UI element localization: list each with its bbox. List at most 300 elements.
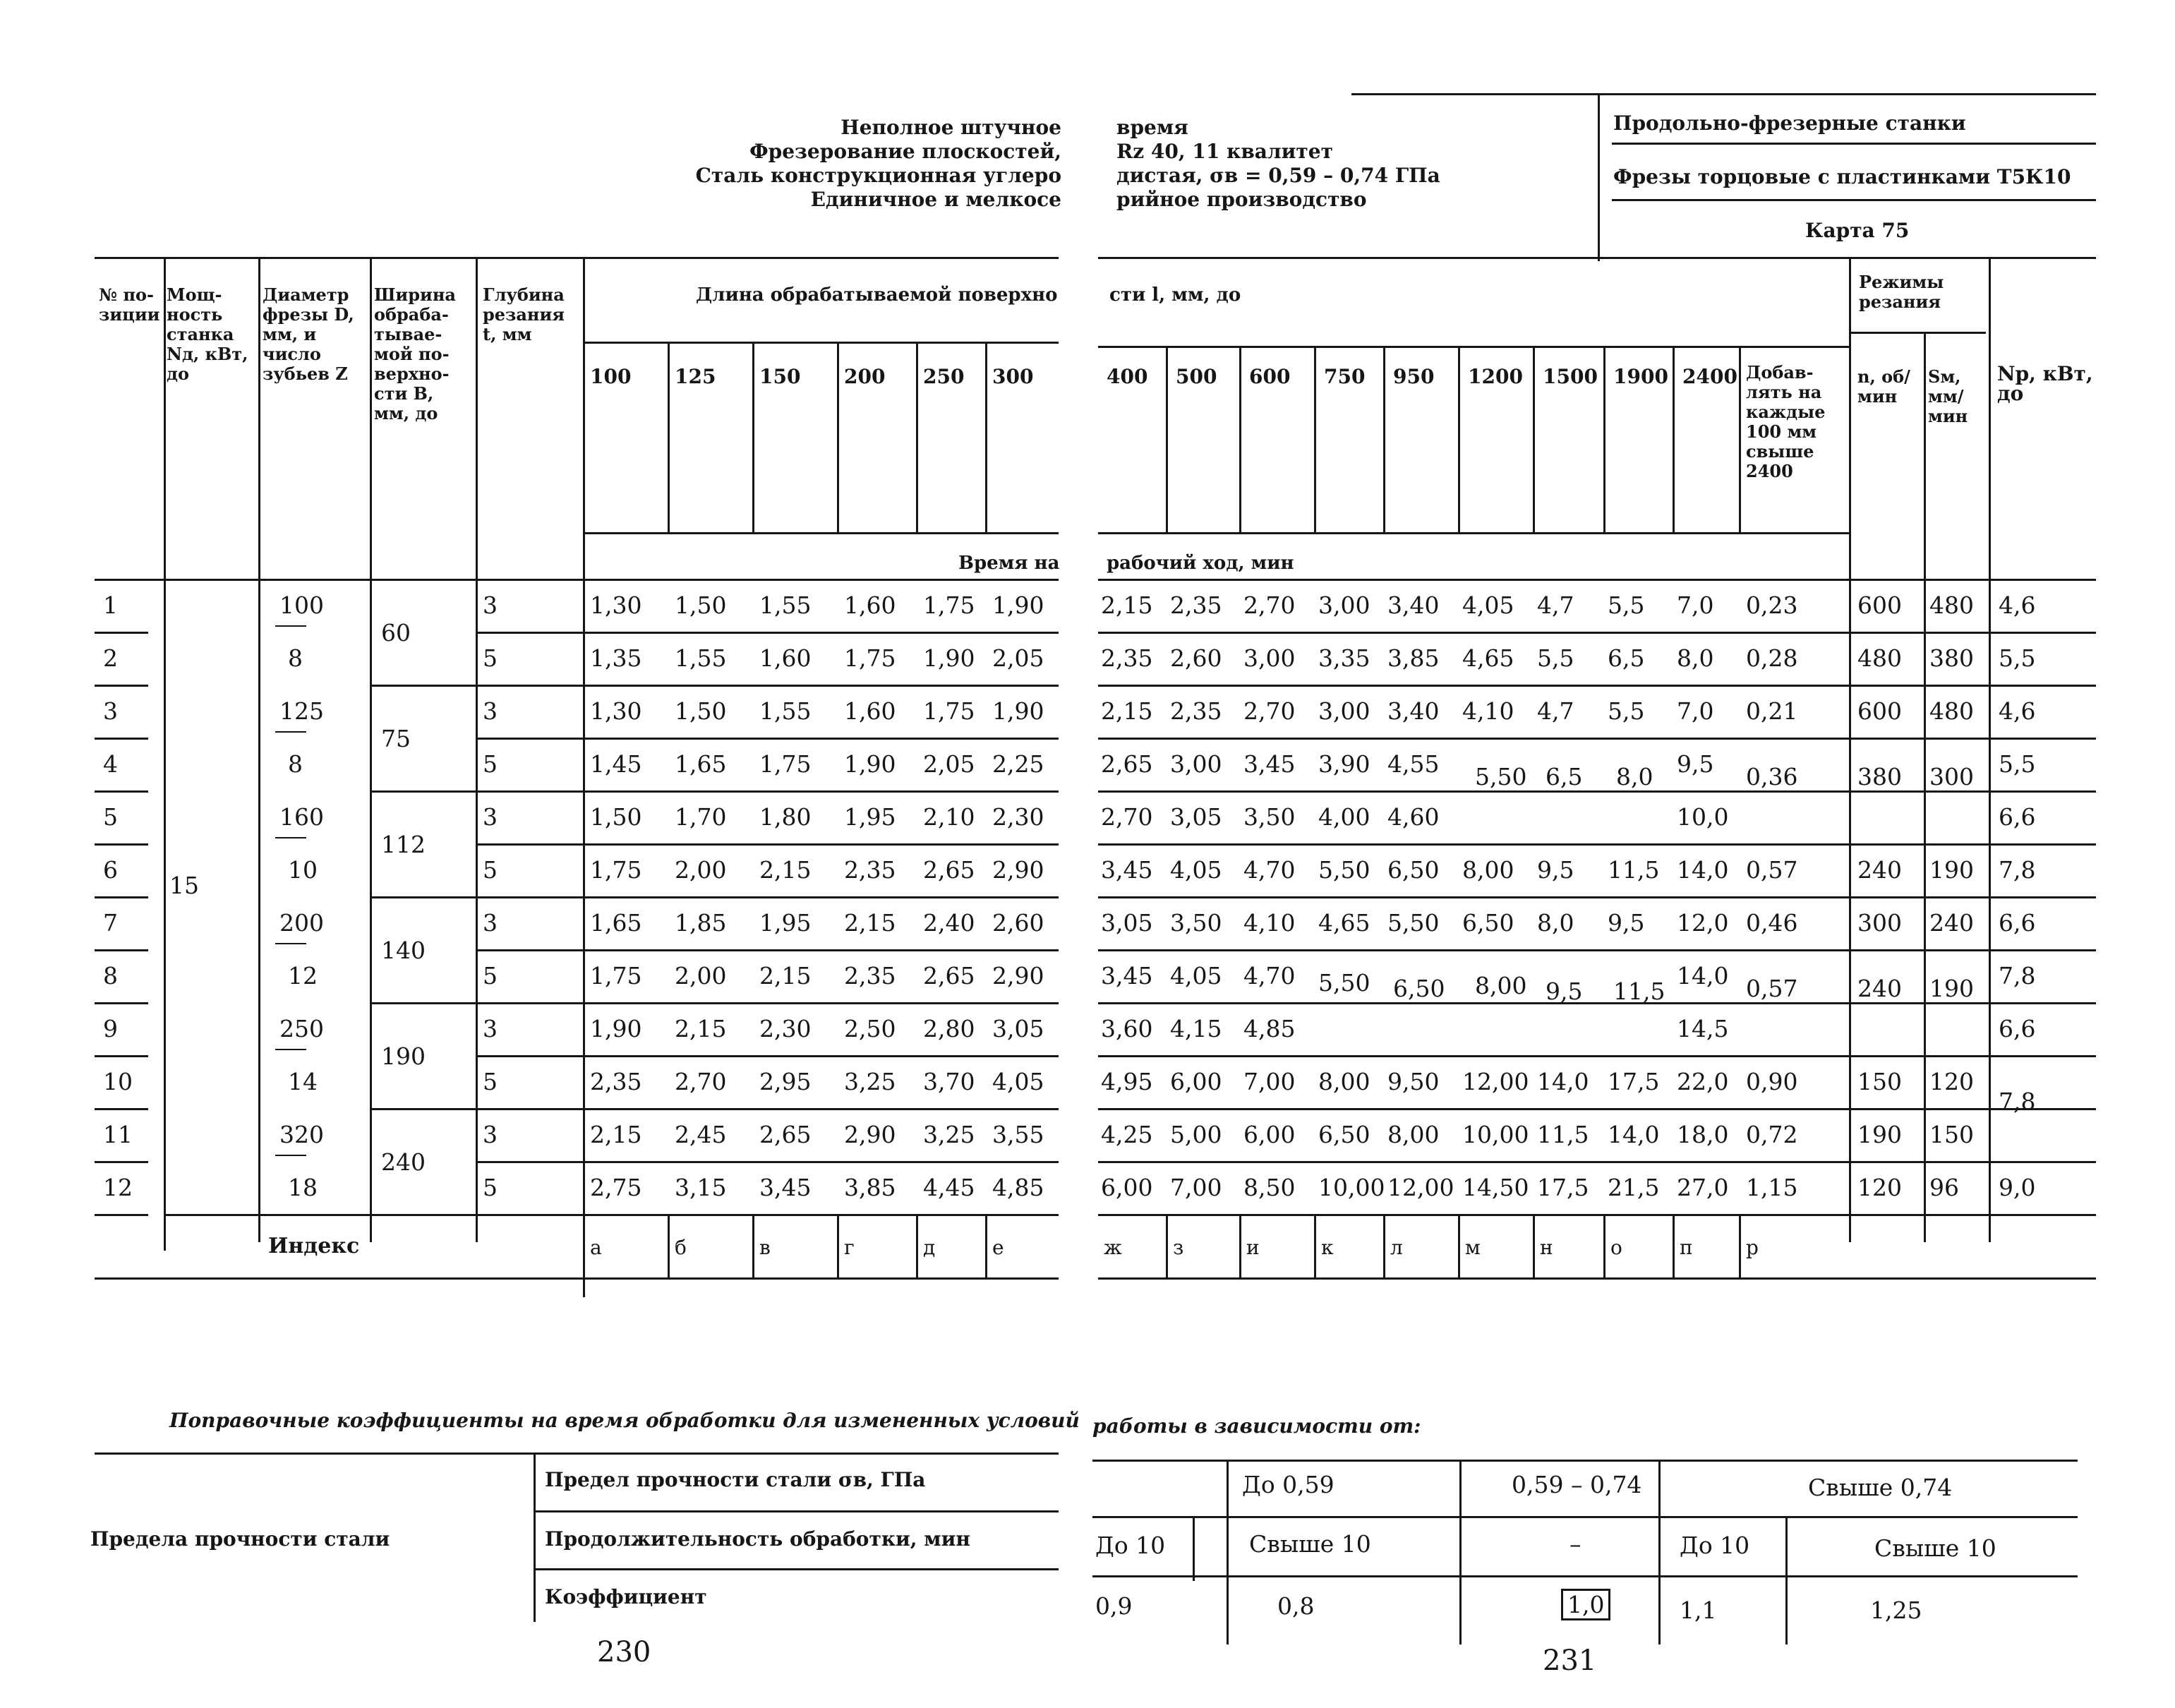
row-divider [1098,1055,2096,1057]
depth-value: 3 [483,1015,498,1042]
power-value: 7,8 [1999,856,2036,884]
machine-type: Продольно-фрезерные станки [1613,112,1966,135]
row-divider [95,949,148,951]
divider [1239,346,1241,532]
rpm-value: 300 [1857,909,1902,937]
divider [95,579,1059,581]
time-value: 3,25 [923,1121,975,1148]
row-divider [476,1055,1059,1057]
feed-value: 480 [1929,591,1974,619]
divider [164,257,166,1251]
time-value: 3,00 [1318,697,1370,725]
time-value: 2,10 [923,803,975,831]
divider [1098,579,2096,581]
time-value: 5,5 [1537,644,1574,672]
time-value: 4,05 [1462,591,1514,619]
index-letter: м [1465,1236,1481,1259]
page-number-right: 231 [1543,1644,1597,1677]
time-value: 4,95 [1101,1068,1153,1095]
position-number: 6 [103,856,118,884]
header-depth: Глубина резания t, мм [483,284,565,344]
time-value: 1,90 [844,750,896,778]
time-value: 4,45 [923,1174,975,1201]
time-value: 7,0 [1677,591,1714,619]
add-value: 0,57 [1746,856,1798,884]
position-number: 7 [103,909,118,937]
depth-value: 5 [483,750,498,778]
time-value: 1,55 [675,644,727,672]
time-value: 2,00 [675,856,727,884]
cutter-diameter: 100 [279,591,324,619]
row-divider [95,738,148,740]
row-divider [95,1055,148,1057]
header-sm: Sм, мм/ мин [1928,366,1968,426]
time-value: 2,70 [1243,591,1296,619]
time-value: 3,90 [1318,750,1370,778]
merged-add: 0,57 [1746,974,1798,1002]
time-value: 5,5 [1608,697,1645,725]
add-value: 0,21 [1746,697,1798,725]
coef-1: 0,9 [1095,1592,1133,1620]
divider [1739,1214,1741,1277]
cutter-diameter: 125 [279,697,324,725]
duration-2: Свыше 10 [1249,1530,1371,1558]
divider [1603,346,1605,532]
power-value: 4,6 [1999,697,2036,725]
time-value: 21,5 [1608,1174,1660,1201]
time-value: 14,5 [1677,1015,1729,1042]
time-value: 9,5 [1677,750,1714,778]
length-col-header: 950 [1393,365,1435,388]
time-value: 4,05 [1170,856,1222,884]
row-divider [95,790,148,793]
depth-value: 3 [483,1121,498,1148]
row-divider [1098,685,2096,687]
time-value: 4,85 [1243,1015,1296,1042]
time-value: 1,55 [759,591,812,619]
divider [534,1453,536,1622]
row-divider [95,632,148,634]
row-divider [476,738,1059,740]
duration-5: Свыше 10 [1874,1534,1996,1562]
row-divider [370,896,476,898]
divider [1458,346,1460,532]
coef-5: 1,25 [1870,1596,1922,1624]
time-value: 8,0 [1537,909,1574,937]
header-add: Добав-лять на каждые 100 мм свыше 2400 [1746,362,1826,481]
time-value: 3,05 [1170,803,1222,831]
time-value: 2,25 [992,750,1044,778]
time-value: 2,30 [992,803,1044,831]
time-value: 2,05 [992,644,1044,672]
time-value: 4,65 [1318,909,1370,937]
time-value: 18,0 [1677,1121,1729,1148]
row-divider [476,632,1059,634]
time-value: 5,5 [1608,591,1645,619]
depth-value: 5 [483,962,498,990]
row-divider [95,843,148,846]
time-value: 4,60 [1387,803,1440,831]
divider [95,1453,1059,1455]
merged-time: 6,50 [1393,974,1445,1002]
coef-3-wrap [1561,1592,1610,1618]
time-value: 2,05 [923,750,975,778]
row-divider [476,1214,1059,1216]
page-number-left: 230 [597,1636,651,1668]
divider [95,1277,1059,1280]
time-value: 9,5 [1608,909,1645,937]
merged-feed: 300 [1929,762,1974,790]
divider [1227,1460,1229,1644]
row-divider [476,1108,1059,1110]
tooth-count: 8 [288,644,303,672]
header-line: Rz 40, 11 квалитет [1116,140,1333,163]
tooth-count: 12 [288,962,318,990]
row-divider [1098,790,2096,793]
header-line: Фрезерование плоскостей, [749,140,1061,163]
add-value: 0,28 [1746,644,1798,672]
cutter-diameter: 160 [279,803,324,831]
time-value: 8,50 [1243,1174,1296,1201]
header-line: время [1116,116,1188,139]
merged-time: 11,5 [1613,977,1665,1005]
divider [1239,1214,1241,1277]
time-value: 2,65 [1101,750,1153,778]
divider [668,1214,670,1277]
merged-time: 5,50 [1475,762,1527,790]
divider [1092,1460,2078,1462]
time-value: 1,30 [590,697,642,725]
time-value: 3,00 [1318,591,1370,619]
time-value: 8,00 [1318,1068,1370,1095]
divider [752,342,754,532]
cutter-type: Фрезы торцовые с пластинками Т5К10 [1613,165,2071,188]
row-divider [1098,896,2096,898]
header-line: дистая, σв = 0,59 – 0,74 ГПа [1116,164,1440,187]
row-divider [1098,738,2096,740]
time-value: 1,90 [992,697,1044,725]
feed-value: 150 [1929,1121,1974,1148]
time-value: 1,75 [590,856,642,884]
surface-width: 190 [381,1042,426,1070]
index-letter: г [844,1236,855,1259]
power-value: 6,6 [1999,803,2036,831]
correction-row-label: Предела прочности стали [90,1527,390,1551]
time-value: 1,50 [590,803,642,831]
depth-value: 3 [483,909,498,937]
divider [258,257,260,1242]
time-value: 1,90 [992,591,1044,619]
index-letter: н [1540,1236,1553,1259]
time-value: 3,50 [1170,909,1222,937]
length-col-header: 400 [1107,365,1148,388]
time-value: 3,35 [1318,644,1370,672]
divider [1383,346,1385,532]
divider [1092,1516,2078,1518]
index-letter: з [1173,1236,1184,1259]
time-value: 2,90 [992,856,1044,884]
surface-width: 112 [381,831,426,858]
time-value: 2,35 [1170,591,1222,619]
time-value: 4,10 [1462,697,1514,725]
index-letter: е [992,1236,1004,1259]
time-value: 2,35 [590,1068,642,1095]
time-value: 17,5 [1537,1174,1589,1201]
length-col-header: 100 [590,365,632,388]
header-modes: Режимы резания [1859,272,1944,312]
time-value: 3,40 [1387,697,1440,725]
corrections-title-left: Поправочные коэффициенты на время обработки для измененных условий [169,1409,1080,1432]
row-divider [1098,1214,2096,1216]
feed-value: 190 [1929,856,1974,884]
time-value: 10,0 [1677,803,1729,831]
time-value: 4,70 [1243,856,1296,884]
time-value: 2,45 [675,1121,727,1148]
feed-value: 480 [1929,697,1974,725]
coef-4: 1,1 [1680,1596,1717,1624]
depth-value: 5 [483,1174,498,1201]
position-number: 12 [103,1174,133,1201]
add-value: 0,46 [1746,909,1798,937]
time-value: 11,5 [1608,856,1660,884]
row-divider [1098,1161,2096,1163]
feed-value: 120 [1929,1068,1974,1095]
label-strength: Предел прочности стали σв, ГПа [545,1468,926,1491]
time-value: 4,25 [1101,1121,1153,1148]
merged-power: 7,8 [1999,1087,2036,1115]
time-value: 1,60 [844,591,896,619]
power-value: 7,8 [1999,962,2036,990]
row-divider [476,1002,1059,1004]
position-number: 11 [103,1121,133,1148]
feed-value: 96 [1929,1174,1959,1201]
divider [1533,1214,1535,1277]
time-value: 14,0 [1537,1068,1589,1095]
cutter-diameter: 200 [279,909,324,937]
divider [1098,1277,2096,1280]
time-value: 3,25 [844,1068,896,1095]
row-divider [95,1108,148,1110]
time-value: 6,50 [1318,1121,1370,1148]
time-value: 12,00 [1462,1068,1529,1095]
index-letter: б [675,1236,687,1259]
time-value: 3,40 [1387,591,1440,619]
time-value: 6,00 [1243,1121,1296,1148]
divider [1092,1575,2078,1577]
header-line: Сталь конструкционная углеро [695,164,1061,187]
time-value: 2,75 [590,1174,642,1201]
power-merged: 15 [169,871,199,899]
time-value: 8,00 [1462,856,1514,884]
surface-width: 75 [381,725,411,752]
time-value: 14,0 [1677,856,1729,884]
rpm-value: 190 [1857,1121,1902,1148]
time-value: 3,60 [1101,1015,1153,1042]
time-value: 4,70 [1243,962,1296,990]
time-value: 5,00 [1170,1121,1222,1148]
time-value: 6,50 [1387,856,1440,884]
divider [1383,1214,1385,1277]
time-value: 4,55 [1387,750,1440,778]
row-divider [370,1214,476,1216]
divider [1098,257,2096,259]
duration-1: До 10 [1095,1532,1166,1559]
time-value: 10,00 [1318,1174,1385,1201]
time-value: 2,95 [759,1068,812,1095]
time-value: 2,70 [675,1068,727,1095]
strength-low: До 0,59 [1242,1471,1334,1498]
time-value: 1,60 [759,644,812,672]
label-coefficient: Коэффициент [545,1585,707,1608]
time-value: 22,0 [1677,1068,1729,1095]
time-value: 6,00 [1170,1068,1222,1095]
time-value: 3,05 [992,1015,1044,1042]
coef-3: 1,0 [1561,1589,1610,1620]
row-divider [1098,632,2096,634]
divider [916,1214,918,1277]
length-col-header: 1200 [1468,365,1523,388]
length-col-header: 1900 [1613,365,1668,388]
divider [837,1214,839,1277]
merged-rpm: 380 [1857,762,1902,790]
time-value: 3,55 [992,1121,1044,1148]
divider [1598,93,1600,261]
rpm-value: 600 [1857,591,1902,619]
fraction-bar [275,1155,306,1156]
length-col-header: 600 [1249,365,1291,388]
divider [668,342,670,532]
row-divider [476,949,1059,951]
header-n: n, об/ мин [1857,366,1910,407]
header-diameter: Диаметр фрезы D, мм, и число зубьев Z [263,284,354,384]
surface-width: 60 [381,619,411,646]
tooth-count: 14 [288,1068,318,1095]
divider [1351,93,2096,95]
divider [1314,346,1316,532]
time-value: 11,5 [1537,1121,1589,1148]
divider [1459,1460,1462,1644]
time-value: 1,95 [759,909,812,937]
depth-value: 5 [483,1068,498,1095]
time-value: 2,35 [1101,644,1153,672]
cutter-diameter: 250 [279,1015,324,1042]
divider [534,1510,1059,1512]
time-value: 1,90 [590,1015,642,1042]
time-value: 3,45 [1243,750,1296,778]
time-value: 2,70 [1243,697,1296,725]
strength-high: Свыше 0,74 [1808,1474,1953,1501]
row-divider [476,896,1059,898]
divider [752,1214,754,1277]
row-divider [476,843,1059,846]
coef-2: 0,8 [1277,1592,1315,1620]
divider [1612,143,2096,145]
time-value: 27,0 [1677,1174,1729,1201]
length-col-header: 200 [844,365,886,388]
divider [1193,1516,1195,1581]
time-value: 1,45 [590,750,642,778]
time-value: 2,65 [759,1121,812,1148]
row-divider [1098,1002,2096,1004]
time-value: 2,15 [759,856,812,884]
divider [1166,1214,1168,1277]
depth-value: 5 [483,856,498,884]
header-length-left: Длина обрабатываемой поверхно [696,284,1058,306]
label-duration: Продолжительность обработки, мин [545,1527,970,1551]
duration-3: – [1570,1530,1581,1558]
fraction-bar [275,943,306,944]
merged-time: 5,50 [1318,968,1370,997]
index-letter: о [1610,1236,1622,1259]
header-line: Единичное и мелкосе [810,188,1061,211]
position-number: 3 [103,697,118,725]
rpm-value: 120 [1857,1174,1902,1201]
header-np: Nр, кВт, до [1997,362,2093,405]
divider [583,532,1059,534]
length-col-header: 250 [923,365,965,388]
position-number: 5 [103,803,118,831]
row-divider [476,790,1059,793]
time-value: 12,0 [1677,909,1729,937]
time-value: 1,85 [675,909,727,937]
time-value: 2,15 [844,909,896,937]
index-letter: в [759,1236,771,1259]
time-value: 14,0 [1677,962,1729,990]
time-value: 1,55 [759,697,812,725]
index-letter: д [923,1236,936,1259]
length-col-header: 125 [675,365,716,388]
power-value: 5,5 [1999,750,2036,778]
time-value: 2,90 [844,1121,896,1148]
header-power: Мощ-ность станка Nд, кВт, до [167,284,248,384]
row-divider [1098,949,2096,951]
divider [1849,332,1986,334]
header-left-block [696,116,1061,212]
divider [1924,332,1926,1242]
divider [1673,1214,1675,1277]
time-value: 2,70 [1101,803,1153,831]
divider [1785,1516,1788,1644]
position-number: 8 [103,962,118,990]
time-value: 2,65 [923,856,975,884]
merged-rpm: 240 [1857,974,1902,1002]
time-value: 1,95 [844,803,896,831]
merged-add: 0,36 [1746,762,1798,790]
header-position: № по-зиции [99,284,160,325]
time-value: 5,50 [1387,909,1440,937]
divider [1849,257,1851,1242]
rpm-value: 480 [1857,644,1902,672]
depth-value: 3 [483,697,498,725]
time-value: 4,15 [1170,1015,1222,1042]
time-value: 2,35 [1170,697,1222,725]
time-value: 1,75 [923,591,975,619]
divider [1673,346,1675,532]
time-value: 4,10 [1243,909,1296,937]
row-divider [95,896,148,898]
time-value: 1,75 [844,644,896,672]
cutter-diameter: 320 [279,1121,324,1148]
header-line: Неполное штучное [841,116,1061,139]
time-value: 2,15 [759,962,812,990]
rpm-value: 600 [1857,697,1902,725]
time-value: 2,60 [992,909,1044,937]
time-value: 3,85 [1387,644,1440,672]
divider [1166,346,1168,532]
rpm-value: 150 [1857,1068,1902,1095]
time-value: 2,40 [923,909,975,937]
divider [1739,346,1741,532]
